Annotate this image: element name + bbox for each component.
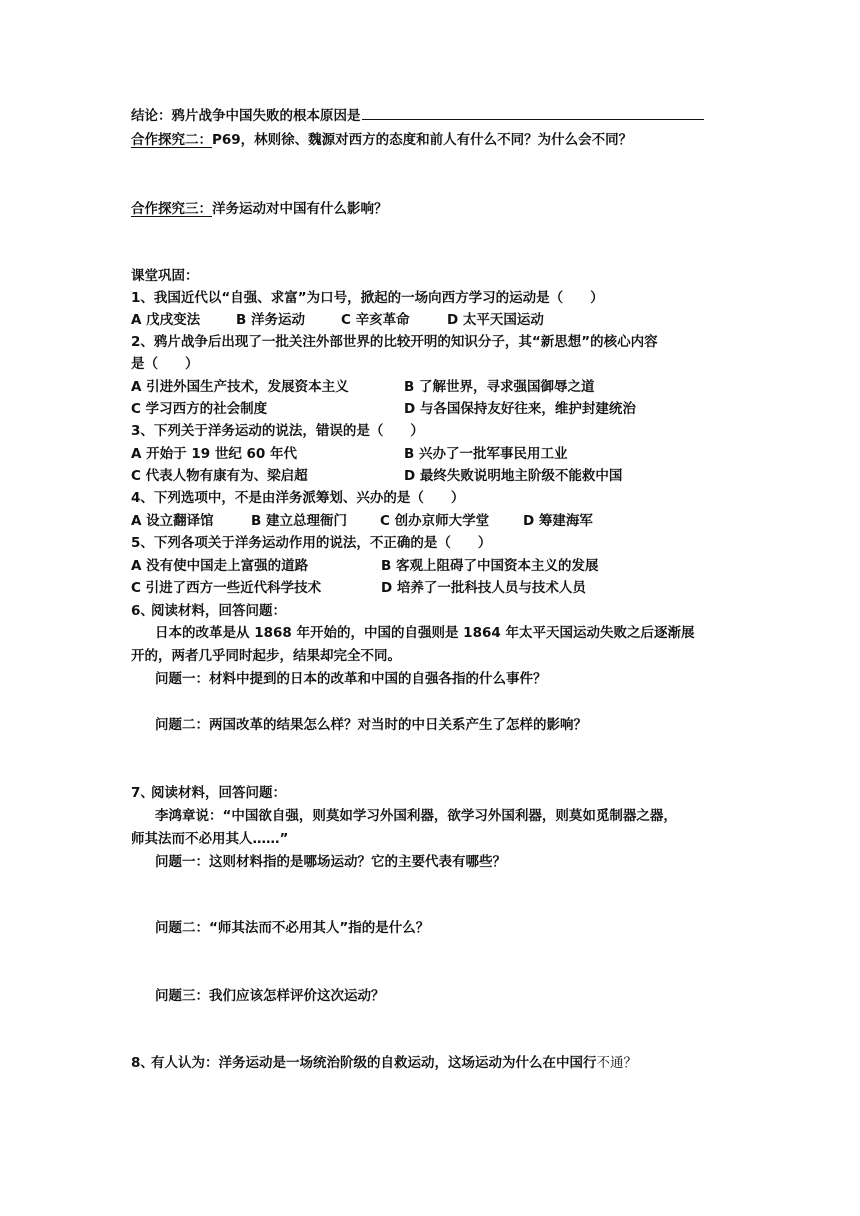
q6-material-line2: 开的，两者几乎同时起步，结果却完全不同。 (131, 648, 401, 664)
q5-option-c: C 引进了西方一些近代科学技术 (131, 580, 322, 596)
q8-text: 有人认为：洋务运动是一场统治阶级的自救运动，这场运动为什么在中国行 (151, 1055, 597, 1071)
q4-stem: 4、下列选项中，不是由洋务派筹划、兴办的是（ ） (131, 490, 465, 506)
q2-option-d: D 与各国保持友好往来，维护封建统治 (404, 401, 636, 417)
q5-option-b: B 客观上阻碍了中国资本主义的发展 (381, 558, 599, 574)
q4-option-a: A 设立翻译馆 (131, 513, 214, 529)
q7-number: 7、 (131, 785, 154, 801)
q1-option-d: D 太平天国运动 (447, 312, 544, 328)
q3-option-b: B 兴办了一批军事民用工业 (404, 446, 568, 462)
q7-stem-text: 阅读材料，回答问题： (151, 785, 286, 801)
q5-option-a: A 没有使中国走上富强的道路 (131, 558, 309, 574)
answer-blank (362, 106, 704, 120)
q3-options-row2 (131, 466, 623, 486)
q6-number: 6、 (131, 603, 154, 619)
q7-material-line1: 李鸿章说：“中国欲自强，则莫如学习外国利器，欲学习外国利器，则莫如觅制器之器， (155, 808, 677, 824)
q3-option-d: D 最终失败说明地主阶级不能救中国 (404, 468, 623, 484)
q3-stem: 3、下列关于洋务运动的说法，错误的是（ ） (131, 423, 424, 439)
q4-option-d: D 筹建海军 (523, 513, 593, 529)
q8-text-tail: 不通？ (596, 1055, 637, 1071)
explore-2-label: 合作探究二： (131, 132, 212, 148)
q8-question (131, 1053, 637, 1073)
explore-3-text: 洋务运动对中国有什么影响？ (212, 201, 388, 217)
q4-options (131, 511, 593, 531)
q2-stem-line2: 是（ ） (131, 356, 199, 372)
q6-stem-text: 阅读材料，回答问题： (151, 603, 286, 619)
conclusion-line (131, 106, 704, 126)
q7-sub-question-1: 问题一：这则材料指的是哪场运动？它的主要代表有哪些？ (155, 854, 506, 870)
q1-options (131, 310, 544, 330)
q3-options-row1 (131, 444, 568, 464)
q7-material-line2: 师其法而不必用其人……” (131, 831, 289, 847)
q7-sub-question-3: 问题三：我们应该怎样评价这次运动？ (155, 988, 385, 1004)
q2-options-row1 (131, 377, 595, 397)
q5-option-d: D 培养了一批科技人员与技术人员 (381, 580, 586, 596)
q1-option-c: C 辛亥革命 (341, 312, 410, 328)
q6-material-line1: 日本的改革是从 1868 年开始的，中国的自强则是 1864 年太平天国运动失败之后逐渐展 (155, 625, 695, 641)
q2-stem-line1: 2、鸦片战争后出现了一批关注外部世界的比较开明的知识分子，其“新思想”的核心内容 (131, 334, 658, 350)
q1-option-b: B 洋务运动 (236, 312, 305, 328)
q3-option-a: A 开始于 19 世纪 60 年代 (131, 446, 298, 462)
explore-3-label: 合作探究三： (131, 201, 212, 217)
q2-option-c: C 学习西方的社会制度 (131, 401, 268, 417)
q1-option-a: A 戊戌变法 (131, 312, 201, 328)
q4-option-c: C 创办京师大学堂 (380, 513, 490, 529)
q2-option-a: A 引进外国生产技术，发展资本主义 (131, 379, 349, 395)
explore-3 (131, 199, 388, 219)
consolidate-heading: 课堂巩固： (131, 268, 199, 284)
q5-stem: 5、下列各项关于洋务运动作用的说法，不正确的是（ ） (131, 535, 492, 551)
q5-options-row1 (131, 556, 599, 576)
q3-option-c: C 代表人物有康有为、梁启超 (131, 468, 308, 484)
q7-stem (131, 783, 286, 803)
q5-options-row2 (131, 578, 586, 598)
conclusion-label: 结论：鸦片战争中国失败的根本原因是 (131, 108, 361, 124)
explore-2-text: P69，林则徐、魏源对西方的态度和前人有什么不同？为什么会不同？ (212, 132, 633, 148)
q4-option-b: B 建立总理衙门 (251, 513, 347, 529)
q2-option-b: B 了解世界，寻求强国御辱之道 (404, 379, 595, 395)
q6-sub-question-2: 问题二：两国改革的结果怎么样？对当时的中日关系产生了怎样的影响？ (155, 717, 587, 733)
q7-sub-question-2: 问题二：“师其法而不必用其人”指的是什么？ (155, 920, 430, 936)
q1-stem: 1、我国近代以“自强、求富”为口号，掀起的一场向西方学习的运动是（ ） (131, 290, 604, 306)
explore-2 (131, 130, 632, 150)
q8-number: 8、 (131, 1055, 154, 1071)
q6-sub-question-1: 问题一：材料中提到的日本的改革和中国的自强各指的什么事件？ (155, 671, 547, 687)
q2-options-row2 (131, 399, 636, 419)
q6-stem (131, 601, 286, 621)
